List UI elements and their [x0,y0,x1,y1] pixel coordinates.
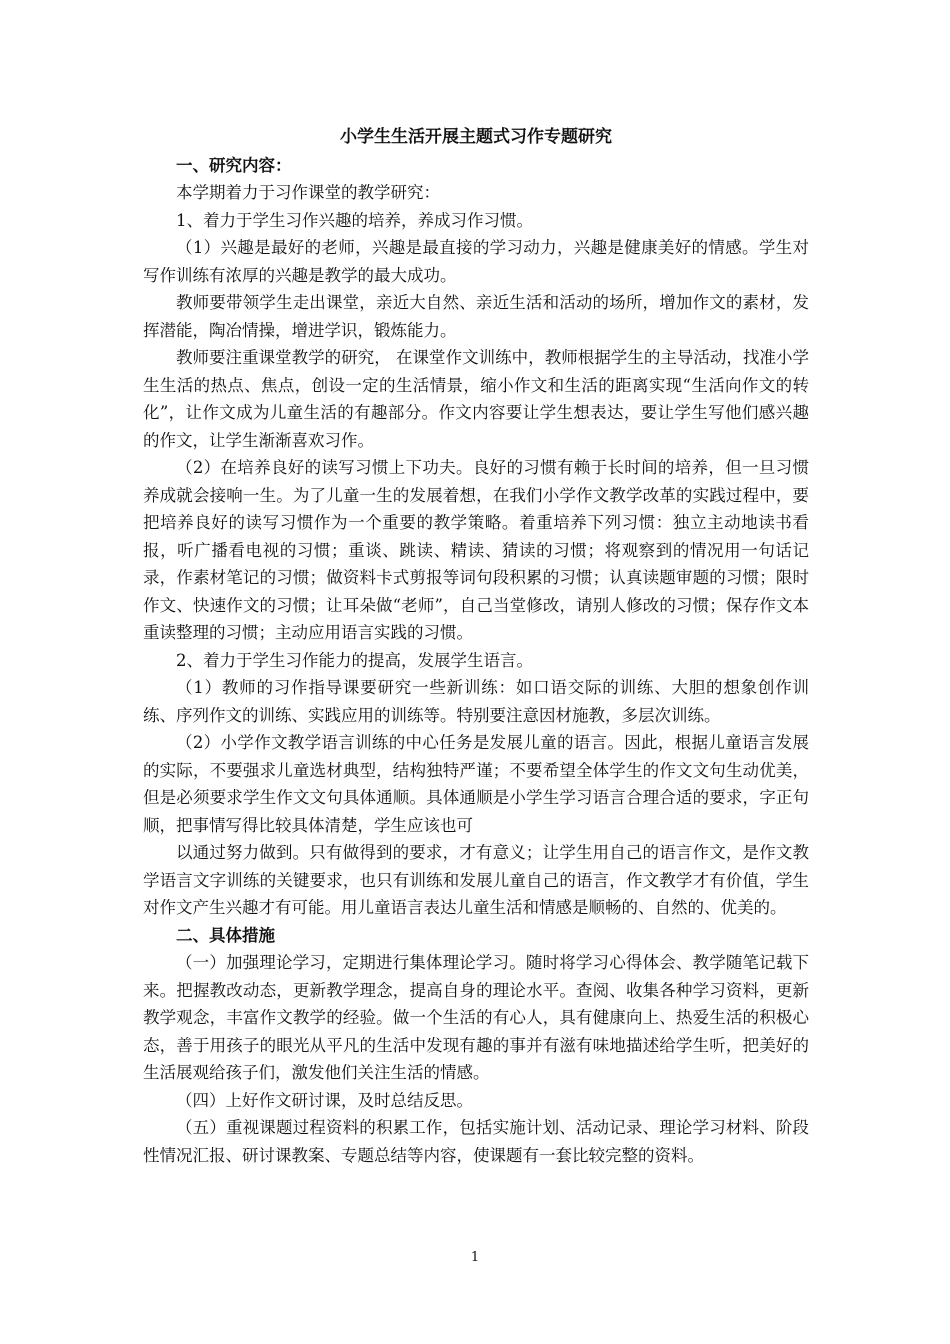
document-body [143,124,809,1169]
point-2-heading: 2、着力于学生习作能力的提高，发展学生语言。 [176,650,533,670]
paragraph-classroom-research: 教师要注重课堂教学的研究， 在课堂作文训练中，教师根据学生的主导活动，找准小学生生活的热点、焦点，创设一定的生活情景，缩小作文和生活的距离实现“生活向作文的转化”，让作文成为儿童生活的有趣部分。作文内容要让学生想表达，要让学生写他们感兴趣的作文，让学生渐渐喜欢习作。 [143,348,809,450]
section-heading-measures: 二、具体措施 [176,925,275,945]
point-1-heading: 1、着力于学生习作兴趣的培养，养成习作习惯。 [176,210,533,230]
paragraph-habits: （2）在培养良好的读写习惯上下功夫。良好的习惯有赖于长时间的培养，但一旦习惯养成就会接响一生。为了儿童一生的发展着想，在我们小学作文教学改革的实践过程中，要把培养良好的读写习惯作为一个重要的教学策略。着重培养下列习惯：独立主动地读书看报，听广播看电视的习惯；重谈、跳读、精读、猜读的习惯；将观察到的情况用一句话记录，作素材笔记的习惯；做资料卡式剪报等词句段积累的习惯；认真读题审题的习惯；限时作文、快速作文的习惯；让耳朵做“老师”，自己当堂修改，请别人修改的习惯；保存作文本重读整理的习惯；主动应用语言实践的习惯。 [143,458,809,642]
paragraph-lead-outside: 教师要带领学生走出课堂，亲近大自然、亲近生活和活动的场所，增加作文的素材，发挥潜能，陶冶情操，增进学识，锻炼能力。 [143,293,809,340]
paragraph-new-training: （1）教师的习作指导课要研究一些新训练：如口语交际的训练、大胆的想象创作训练、序列作文的训练、实践应用的训练等。特别要注意因材施教，多层次训练。 [143,678,809,725]
document-title: 小学生生活开展主题式习作专题研究 [340,127,612,147]
intro-paragraph: 本学期着力于习作课堂的教学研究： [176,183,440,202]
page-number: 1 [470,1250,480,1265]
measure-5: （五）重视课题过程资料的积累工作，包括实施计划、活动记录、理论学习材料、阶段性情况汇报、研讨课教案、专题总结等内容，使课题有一套比较完整的资料。 [143,1118,809,1165]
measure-4: （四）上好作文研讨课，及时总结反思。 [176,1090,473,1110]
paragraph-language-continued: 以通过努力做到。只有做得到的要求，才有意义；让学生用自己的语言作文，是作文教学语言文字训练的关键要求，也只有训练和发展儿童自己的语言，作文教学才有价值，学生对作文产生兴趣才有可能。用儿童语言表达儿童生活和情感是顺畅的、自然的、优美的。 [143,843,809,917]
paragraph-language-training: （2）小学作文教学语言训练的中心任务是发展儿童的语言。因此，根据儿童语言发展的实际，不要强求儿童选材典型，结构独特严谨；不要希望全体学生的作文文句生动优美，但是必须要求学生作文文句具体通顺。具体通顺是小学生学习语言合理合适的要求，字正句顺，把事情写得比较具体清楚，学生应该也可 [143,733,809,835]
paragraph-interest: （1）兴趣是最好的老师，兴趣是最直接的学习动力，兴趣是健康美好的情感。学生对写作训练有浓厚的兴趣是教学的最大成功。 [143,238,809,285]
measure-1: （一）加强理论学习，定期进行集体理论学习。随时将学习心得体会、教学随笔记载下来。把握教改动态，更新教学理念，提高自身的理论水平。查阅、收集各种学习资料，更新教学观念，丰富作文教学的经验。做一个生活的有心人，具有健康向上、热爱生活的积极心态，善于用孩子的眼光从平凡的生活中发现有趣的事并有滋有味地描述给学生听，把美好的生活展观给孩子们，激发他们关注生活的情感。 [143,953,809,1082]
section-heading-research-content: 一、研究内容： [176,155,292,175]
